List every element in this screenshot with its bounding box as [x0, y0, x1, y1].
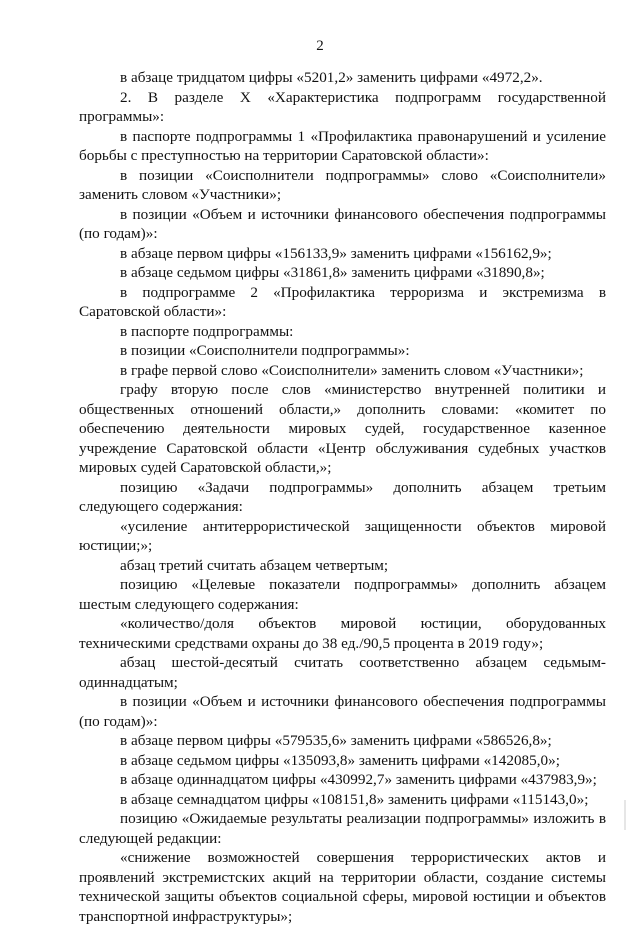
scan-edge-mark — [624, 800, 626, 830]
document-body — [79, 68, 606, 926]
paragraph: в абзаце семнадцатом цифры «108151,8» заменить цифрами «115143,0»; — [120, 790, 589, 808]
page-number: 2 — [316, 38, 324, 54]
paragraph: в паспорте подпрограммы: — [120, 322, 294, 340]
paragraph: 2. В разделе X «Характеристика подпрограмм государственной программы»: — [79, 88, 606, 125]
paragraph: в позиции «Объем и источники финансового обеспечения подпрограммы (по годам)»: — [79, 205, 606, 242]
paragraph: в абзаце седьмом цифры «135093,8» заменить цифрами «142085,0»; — [120, 751, 560, 769]
paragraph: «снижение возможностей совершения террористических актов и проявлений экстремистских акций на территории области, создание системы технической защиты объектов социальной сферы, мировой юстиции и объектов транспортной инфраструктуры»; — [79, 849, 606, 925]
paragraph: в позиции «Соисполнители подпрограммы»: — [120, 342, 410, 359]
paragraph: в абзаце одиннадцатом цифры «430992,7» заменить цифрами «437983,9»; — [120, 771, 597, 788]
paragraph: позицию «Целевые показатели подпрограммы» дополнить абзацем шестым следующего содержания: — [79, 576, 606, 613]
paragraph: позицию «Ожидаемые результаты реализации подпрограммы» изложить в следующей редакции: — [79, 810, 606, 847]
paragraph: в позиции «Объем и источники финансового обеспечения подпрограммы (по годам)»: — [79, 693, 606, 730]
paragraph: абзац шестой-десятый считать соответственно абзацем седьмым-одиннадцатым; — [79, 654, 606, 691]
paragraph: в абзаце тридцатом цифры «5201,2» заменить цифрами «4972,2». — [120, 69, 543, 86]
paragraph: в подпрограмме 2 «Профилактика терроризма и экстремизма в Саратовской области»: — [79, 283, 606, 320]
paragraph: в графе первой слово «Соисполнители» заменить словом «Участники»; — [120, 361, 584, 379]
paragraph: «количество/доля объектов мировой юстиции, оборудованных техническими средствами охраны до 38 ед./90,5 процента в 2019 году»; — [79, 615, 606, 652]
paragraph: в абзаце первом цифры «156133,9» заменить цифрами «156162,9»; — [120, 244, 552, 262]
paragraph: графу вторую после слов «министерство внутренней политики и общественных отношений области,» дополнить словами: «комитет по обеспечению деятельности мировых судей, государственное казенное учреждение Саратовской области «Центр обслуживания судебных участков мировых судей Саратовской области,»; — [79, 381, 606, 476]
paragraph: «усиление антитеррористической защищенности объектов мировой юстиции;»; — [79, 517, 606, 554]
paragraph: в позиции «Соисполнители подпрограммы» слово «Соисполнители» заменить словом «Участники»; — [79, 166, 606, 203]
paragraph: в паспорте подпрограммы 1 «Профилактика правонарушений и усиление борьбы с преступностью на территории Саратовской области»: — [79, 127, 606, 164]
paragraph: позицию «Задачи подпрограммы» дополнить абзацем третьим следующего содержания: — [79, 478, 606, 515]
paragraph: абзац третий считать абзацем четвертым; — [120, 556, 389, 574]
paragraph: в абзаце седьмом цифры «31861,8» заменить цифрами «31890,8»; — [120, 264, 545, 281]
paragraph: в абзаце первом цифры «579535,6» заменить цифрами «586526,8»; — [120, 732, 552, 749]
